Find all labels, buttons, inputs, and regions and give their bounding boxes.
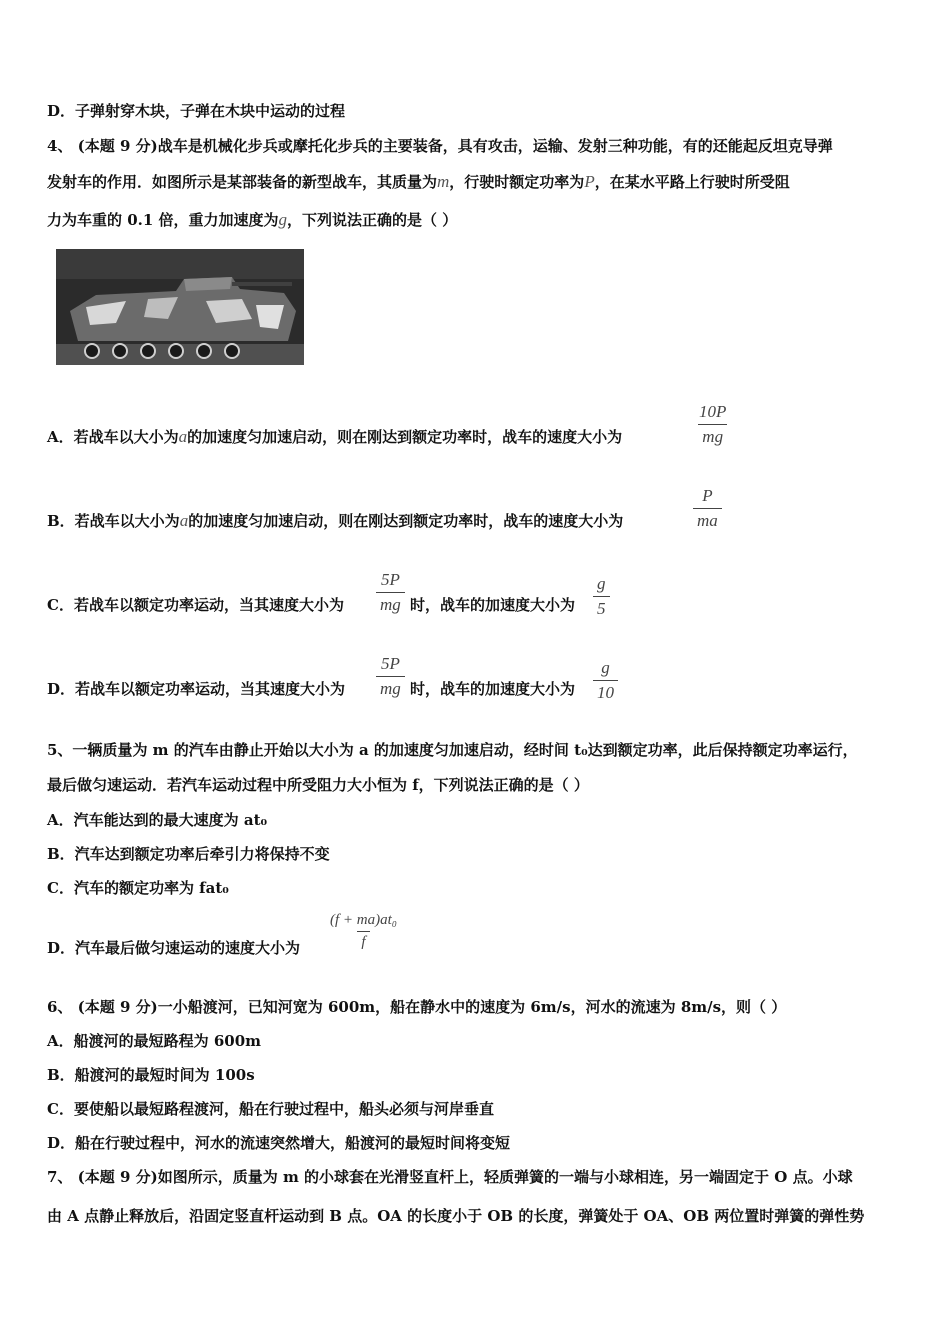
q5-option-b[interactable]: B．汽车达到额定功率后牵引力将保持不变 [47, 845, 330, 863]
q5-d-fraction [326, 912, 401, 951]
q5-option-c[interactable]: C．汽车的额定功率为 fat₀ [47, 879, 229, 897]
option-text: B．若战车以大小为 [47, 512, 180, 530]
q4-b-fraction [693, 486, 722, 531]
q6-option-c[interactable]: C．要使船以最短路程渡河，船在行驶过程中，船头必须与河岸垂直 [47, 1100, 494, 1118]
option-text: D．若战车以额定功率运动，当其速度大小为 [47, 680, 346, 698]
acceleration-symbol: a [179, 511, 189, 530]
option-d-previous: D．子弹射穿木块，子弹在木块中运动的过程 [47, 102, 346, 120]
option-text: 的加速度匀加速启动，则在刚达到额定功率时，战车的速度大小为 [187, 428, 623, 446]
fraction-denominator: mg [376, 592, 405, 615]
q4-stem-text: ，在某水平路上行驶时所受阻 [594, 173, 790, 191]
q4-stem-text: ，下列说法正确的是（ ） [287, 211, 458, 229]
q4-stem-text: ，行驶时额定功率为 [449, 173, 585, 191]
option-text: 的加速度匀加速启动，则在刚达到额定功率时，战车的速度大小为 [188, 512, 624, 530]
q6-option-b[interactable]: B．船渡河的最短时间为 100s [47, 1066, 255, 1084]
q4-a-fraction [695, 402, 730, 447]
fraction-denominator: mg [698, 424, 727, 447]
fraction-denominator: f [357, 931, 369, 951]
acceleration-symbol: a [178, 427, 188, 446]
q4-stem-line-3 [47, 209, 457, 231]
fraction-numerator: 5P [380, 570, 400, 589]
q4-option-c-mid: 时，战车的加速度大小为 [410, 596, 576, 614]
fraction-numerator: g [597, 574, 606, 593]
q5-stem-line-2: 最后做匀速运动．若汽车运动过程中所受阻力大小恒为 f，下列说法正确的是（ ） [47, 776, 589, 794]
fraction-numerator: g [601, 658, 610, 677]
fraction-numerator: P [702, 486, 713, 505]
option-text: C．若战车以额定功率运动，当其速度大小为 [47, 596, 344, 614]
q6-option-d[interactable]: D．船在行驶过程中，河水的流速突然增大，船渡河的最短时间将变短 [47, 1134, 511, 1152]
mass-symbol: m [437, 172, 450, 191]
fraction-numerator: (f + ma)at₀ [330, 912, 397, 928]
q4-option-b[interactable] [47, 510, 623, 532]
q5-stem-line-1: 5、一辆质量为 m 的汽车由静止开始以大小为 a 的加速度匀加速启动，经时间 t₀达到额定功率，此后保持额定功率运行， [47, 741, 858, 759]
fraction-numerator: 5P [380, 654, 400, 673]
tank-photo [56, 249, 304, 365]
q4-d-speed-fraction [376, 654, 405, 699]
q4-stem-line-1: 4、 (本题 9 分)战车是机械化步兵或摩托化步兵的主要装备，具有攻击，运输、发射三种功能，有的还能起反坦克导弹 [47, 137, 833, 155]
fraction-denominator: 5 [593, 596, 610, 619]
q4-stem-text: 发射车的作用．如图所示是某部装备的新型战车，其质量为 [47, 173, 438, 191]
q4-option-c[interactable] [47, 594, 344, 616]
fraction-numerator: 10P [699, 402, 727, 421]
fraction-denominator: mg [376, 676, 405, 699]
q7-stem-line-2: 由 A 点静止释放后，沿固定竖直杆运动到 B 点。OA 的长度小于 OB 的长度，弹簧处于 OA、OB 两位置时弹簧的弹性势 [47, 1207, 865, 1225]
q4-option-a[interactable] [47, 426, 622, 448]
gravity-symbol: g [278, 210, 288, 229]
q4-c-speed-fraction [376, 570, 405, 615]
q4-stem-line-2 [47, 171, 790, 193]
q4-c-accel-fraction [593, 574, 610, 619]
q5-option-a[interactable]: A．汽车能达到的最大速度为 at₀ [47, 811, 268, 829]
q4-option-d-mid: 时，战车的加速度大小为 [410, 680, 576, 698]
option-text: A．若战车以大小为 [47, 428, 179, 446]
q7-stem-line-1: 7、 (本题 9 分)如图所示，质量为 m 的小球套在光滑竖直杆上，轻质弹簧的一端与小球相连，另一端固定于 O 点。小球 [47, 1168, 853, 1186]
fraction-denominator: ma [693, 508, 722, 531]
power-symbol: P [584, 172, 595, 191]
q4-stem-text: 力为车重的 0.1 倍，重力加速度为 [47, 211, 279, 229]
fraction-denominator: 10 [593, 680, 618, 703]
option-text: D．汽车最后做匀速运动的速度大小为 [47, 939, 301, 957]
q5-option-d[interactable] [47, 937, 300, 959]
q6-option-a[interactable]: A．船渡河的最短路程为 600m [47, 1032, 262, 1050]
q6-stem: 6、 (本题 9 分)一小船渡河，已知河宽为 600m，船在静水中的速度为 6m/s，河水的流速为 8m/s，则（ ） [47, 998, 787, 1016]
q4-d-accel-fraction [593, 658, 618, 703]
q4-option-d[interactable] [47, 678, 345, 700]
